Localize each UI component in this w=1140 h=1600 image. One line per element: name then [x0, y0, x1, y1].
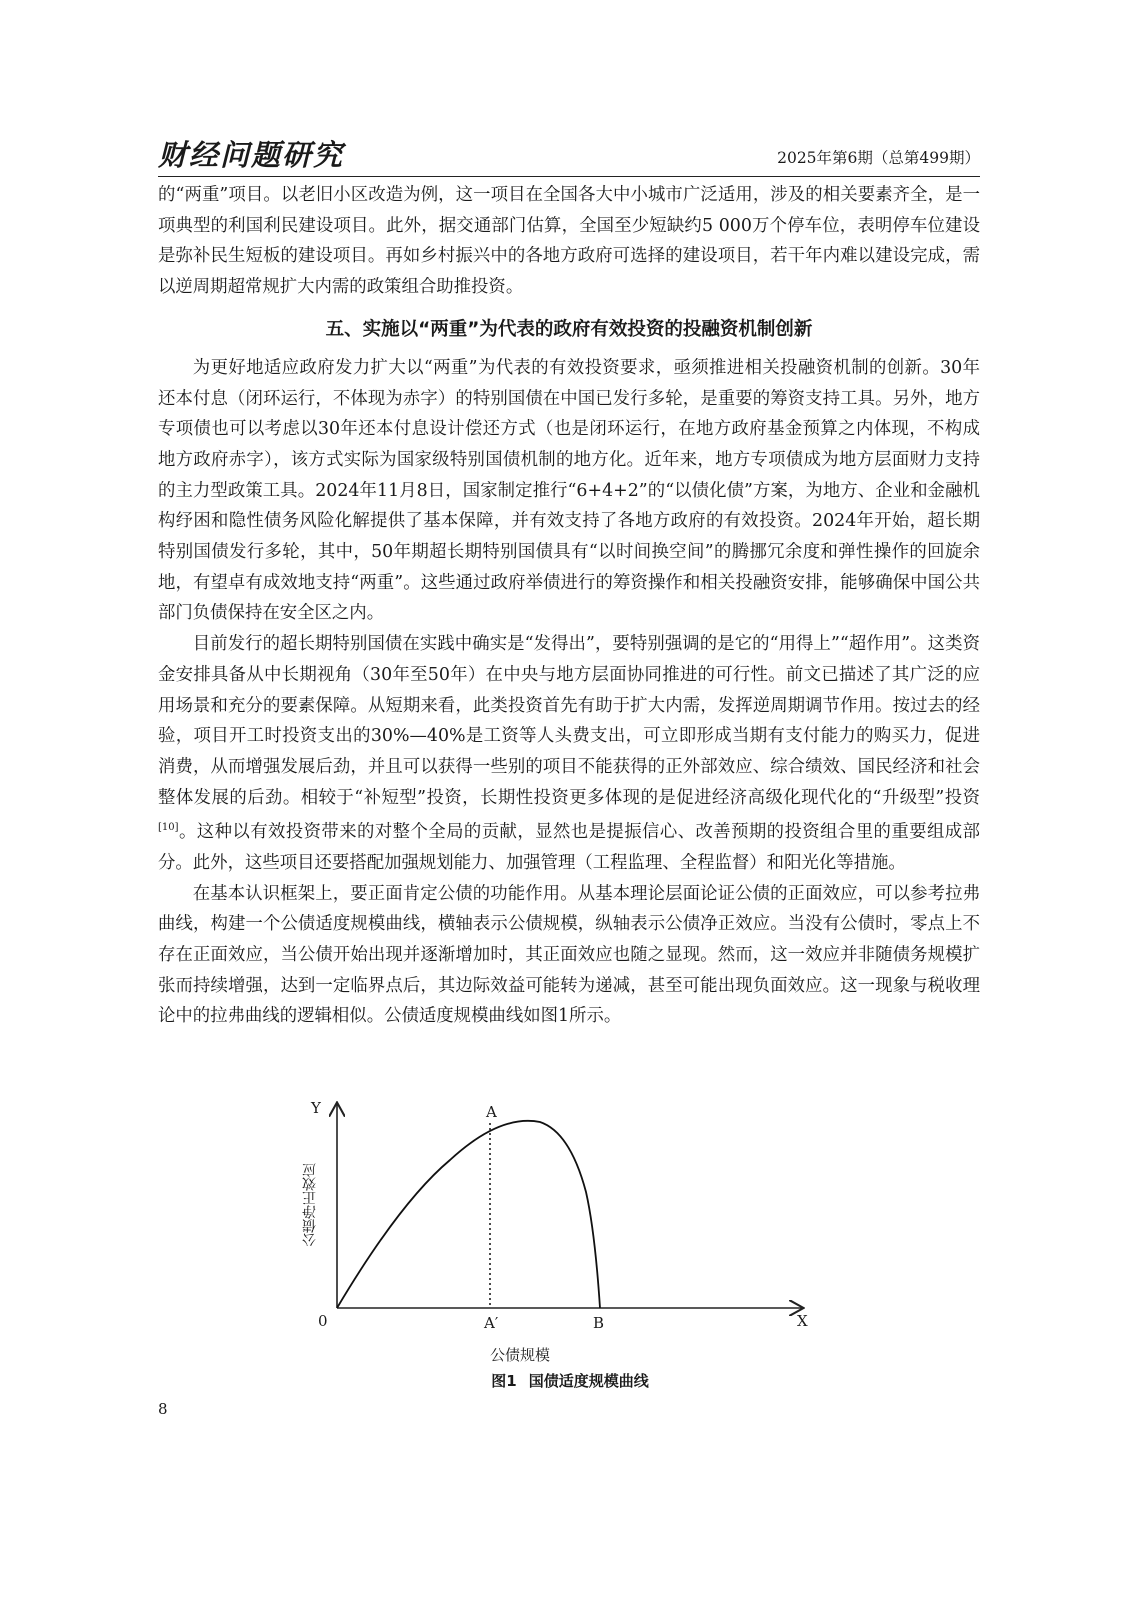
debt-curve [337, 1121, 600, 1308]
paragraph: 为更好地适应政府发力扩大以“两重”为代表的有效投资要求，亟须推进相关投融资机制的创新。30年还本付息（闭环运行，不体现为赤字）的特别国债在中国已发行多轮，是重要的筹资支持工具。另外，地方专项债也可以考虑以30年还本付息设计偿还方式（也是闭环运行，在地方政府基金预算之内体现，不构成地方政府赤字），该方式实际为国家级特别国债机制的地方化。近年来，地方专项债成为地方层面财力支持的主力型政策工具。2024年11月8日，国家制定推行“6+4+2”的“以债化债”方案，为地方、企业和金融机构纾困和隐性债务风险化解提供了基本保障，并有效支持了各地方政府的有效投资。2024年开始，超长期特别国债发行多轮，其中，50年期超长期特别国债具有“以时间换空间”的腾挪冗余度和弹性操作的回旋余地，有望卓有成效地支持“两重”。这些通过政府举债进行的筹资操作和相关投融资安排，能够确保中国公共部门负债保持在安全区之内。 [158, 357, 980, 624]
paragraph-text: 。这种以有效投资带来的对整个全局的贡献，显然也是提振信心、改善预期的投资组合里的重要组成部分。此外，这些项目还要搭配加强规划能力、加强管理（工程监理、全程监督）和阳光化等措施。 [158, 822, 980, 873]
paragraph: 的“两重”项目。以老旧小区改造为例，这一项目在全国各大中小城市广泛适用，涉及的相关要素齐全，是一项典型的利国利民建设项目。此外，据交通部门估算，全国至少短缺约5 000万个停车位，表明停车位建设是弥补民生短板的建设项目。再如乡村振兴中的各地方政府可选择的建设项目，若干年内难以建设完成，需以逆周期超常规扩大内需的政策组合助推投资。 [158, 185, 980, 298]
section-heading: 五、实施以“两重”为代表的政府有效投资的投融资机制创新 [325, 318, 813, 340]
y-axis-title: 公债净正效应 [302, 1163, 318, 1247]
citation: [10] [158, 822, 179, 834]
figure-caption [0, 1370, 1140, 1391]
x-axis-title: 公债规模 [490, 1346, 551, 1364]
x-axis-label: X [797, 1312, 808, 1330]
paragraph [158, 629, 980, 878]
caption-text: 国债适度规模曲线 [528, 1372, 649, 1390]
curve-diagram [290, 1092, 830, 1342]
body-text [158, 180, 980, 1032]
paragraph: 在基本认识框架上，要正面肯定公债的功能作用。从基本理论层面论证公债的正面效应，可以参考拉弗曲线，构建一个公债适度规模曲线，横轴表示公债规模，纵轴表示公债净正效应。当没有公债时，零点上不存在正面效应，当公债开始出现并逐渐增加时，其正面效应也随之显现。然而，这一效应并非随债务规模扩张而持续增强，达到一定临界点后，其边际效益可能转为递减，甚至可能出现负面效应。这一现象与税收理论中的拉弗曲线的逻辑相似。公债适度规模曲线如图1所示。 [158, 883, 980, 1027]
paragraph-text: 目前发行的超长期特别国债在实践中确实是“发得出”，要特别强调的是它的“用得上”“超作用”。这类资金安排具备从中长期视角（30年至50年）在中央与地方层面协同推进的可行性。前文已描述了其广泛的应用场景和充分的要素保障。从短期来看，此类投资首先有助于扩大内需，发挥逆周期调节作用。按过去的经验，项目开工时投资支出的30%—40%是工资等人头费支出，可立即形成当期有支付能力的购买力，促进消费，从而增强发展后劲，并且可以获得一些别的项目不能获得的正外部效应、综合绩效、国民经济和社会整体发展的后劲。相较于“补短型”投资，长期性投资更多体现的是促进经济高级化现代化的“升级型”投资 [158, 634, 980, 808]
page-number: 8 [158, 1400, 168, 1418]
point-a-label: A [486, 1103, 497, 1121]
issue-info: 2025年第6期（总第499期） [777, 149, 980, 167]
point-a-prime-label: A′ [484, 1314, 499, 1332]
y-axis-label: Y [311, 1099, 321, 1117]
journal-title: 财经问题研究 [158, 138, 345, 172]
caption-number: 图1 [491, 1372, 517, 1390]
point-b-label: B [593, 1314, 605, 1332]
origin-label: 0 [318, 1312, 328, 1330]
running-header [158, 136, 980, 177]
figure-debt-curve [290, 1092, 830, 1342]
